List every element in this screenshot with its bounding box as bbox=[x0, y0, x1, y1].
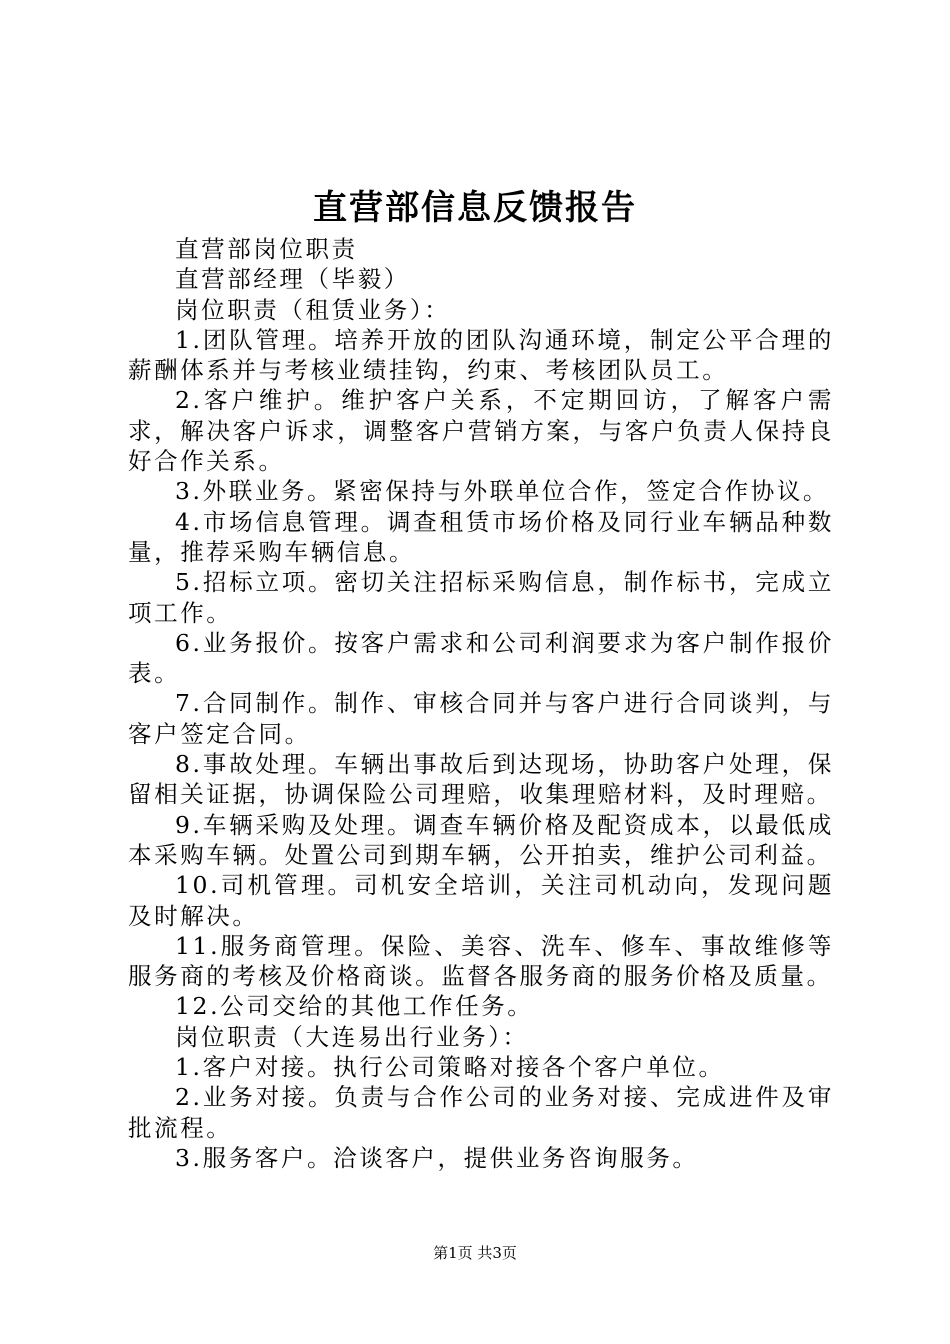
paragraph: 1.客户对接。执行公司策略对接各个客户单位。 bbox=[175, 1053, 725, 1082]
paragraph: 1.团队管理。培养开放的团队沟通环境，制定公平合理的薪酬体系并与考核业绩挂钩，约束、考核团队员工。 bbox=[128, 325, 834, 385]
paragraph: 3.服务客户。洽谈客户，提供业务咨询服务。 bbox=[175, 1143, 699, 1172]
paragraph: 岗位职责（大连易出行业务）： bbox=[175, 1022, 529, 1051]
paragraph: 4.市场信息管理。调查租赁市场价格及同行业车辆品种数量，推荐采购车辆信息。 bbox=[128, 507, 834, 566]
document-body bbox=[128, 234, 834, 1173]
paragraph: 11.服务商管理。保险、美容、洗车、修车、事故维修等服务商的考核及价格商谈。监督各服务商的服务价格及质量。 bbox=[128, 931, 834, 991]
page-footer: 第1页 共3页 bbox=[433, 1244, 517, 1262]
paragraph: 3.外联业务。紧密保持与外联单位合作，签定合作协议。 bbox=[175, 477, 830, 506]
paragraph: 5.招标立项。密切关注招标采购信息，制作标书，完成立项工作。 bbox=[128, 568, 834, 627]
paragraph: 9.车辆采购及处理。调查车辆价格及配资成本，以最低成本采购车辆。处置公司到期车辆，公开拍卖，维护公司利益。 bbox=[128, 810, 834, 869]
paragraph: 直营部岗位职责 bbox=[175, 235, 358, 263]
paragraph: 岗位职责（租赁业务）： bbox=[175, 295, 451, 324]
paragraph: 2.客户维护。维护客户关系，不定期回访，了解客户需求，解决客户诉求，调整客户营销方案，与客户负责人保持良好合作关系。 bbox=[128, 386, 834, 476]
paragraph: 10.司机管理。司机安全培训，关注司机动向，发现问题及时解决。 bbox=[128, 871, 834, 930]
paragraph: 2.业务对接。负责与合作公司的业务对接、完成进件及审批流程。 bbox=[128, 1083, 834, 1142]
document-title: 直营部信息反馈报告 bbox=[313, 188, 637, 228]
paragraph: 8.事故处理。车辆出事故后到达现场，协助客户处理，保留相关证据，协调保险公司理赔，收集理赔材料，及时理赔。 bbox=[128, 750, 834, 809]
paragraph: 12.公司交给的其他工作任务。 bbox=[175, 992, 534, 1021]
paragraph: 6.业务报价。按客户需求和公司利润要求为客户制作报价表。 bbox=[128, 628, 834, 688]
paragraph: 7.合同制作。制作、审核合同并与客户进行合同谈判，与客户签定合同。 bbox=[128, 689, 834, 748]
paragraph: 直营部经理（毕毅） bbox=[175, 265, 410, 294]
